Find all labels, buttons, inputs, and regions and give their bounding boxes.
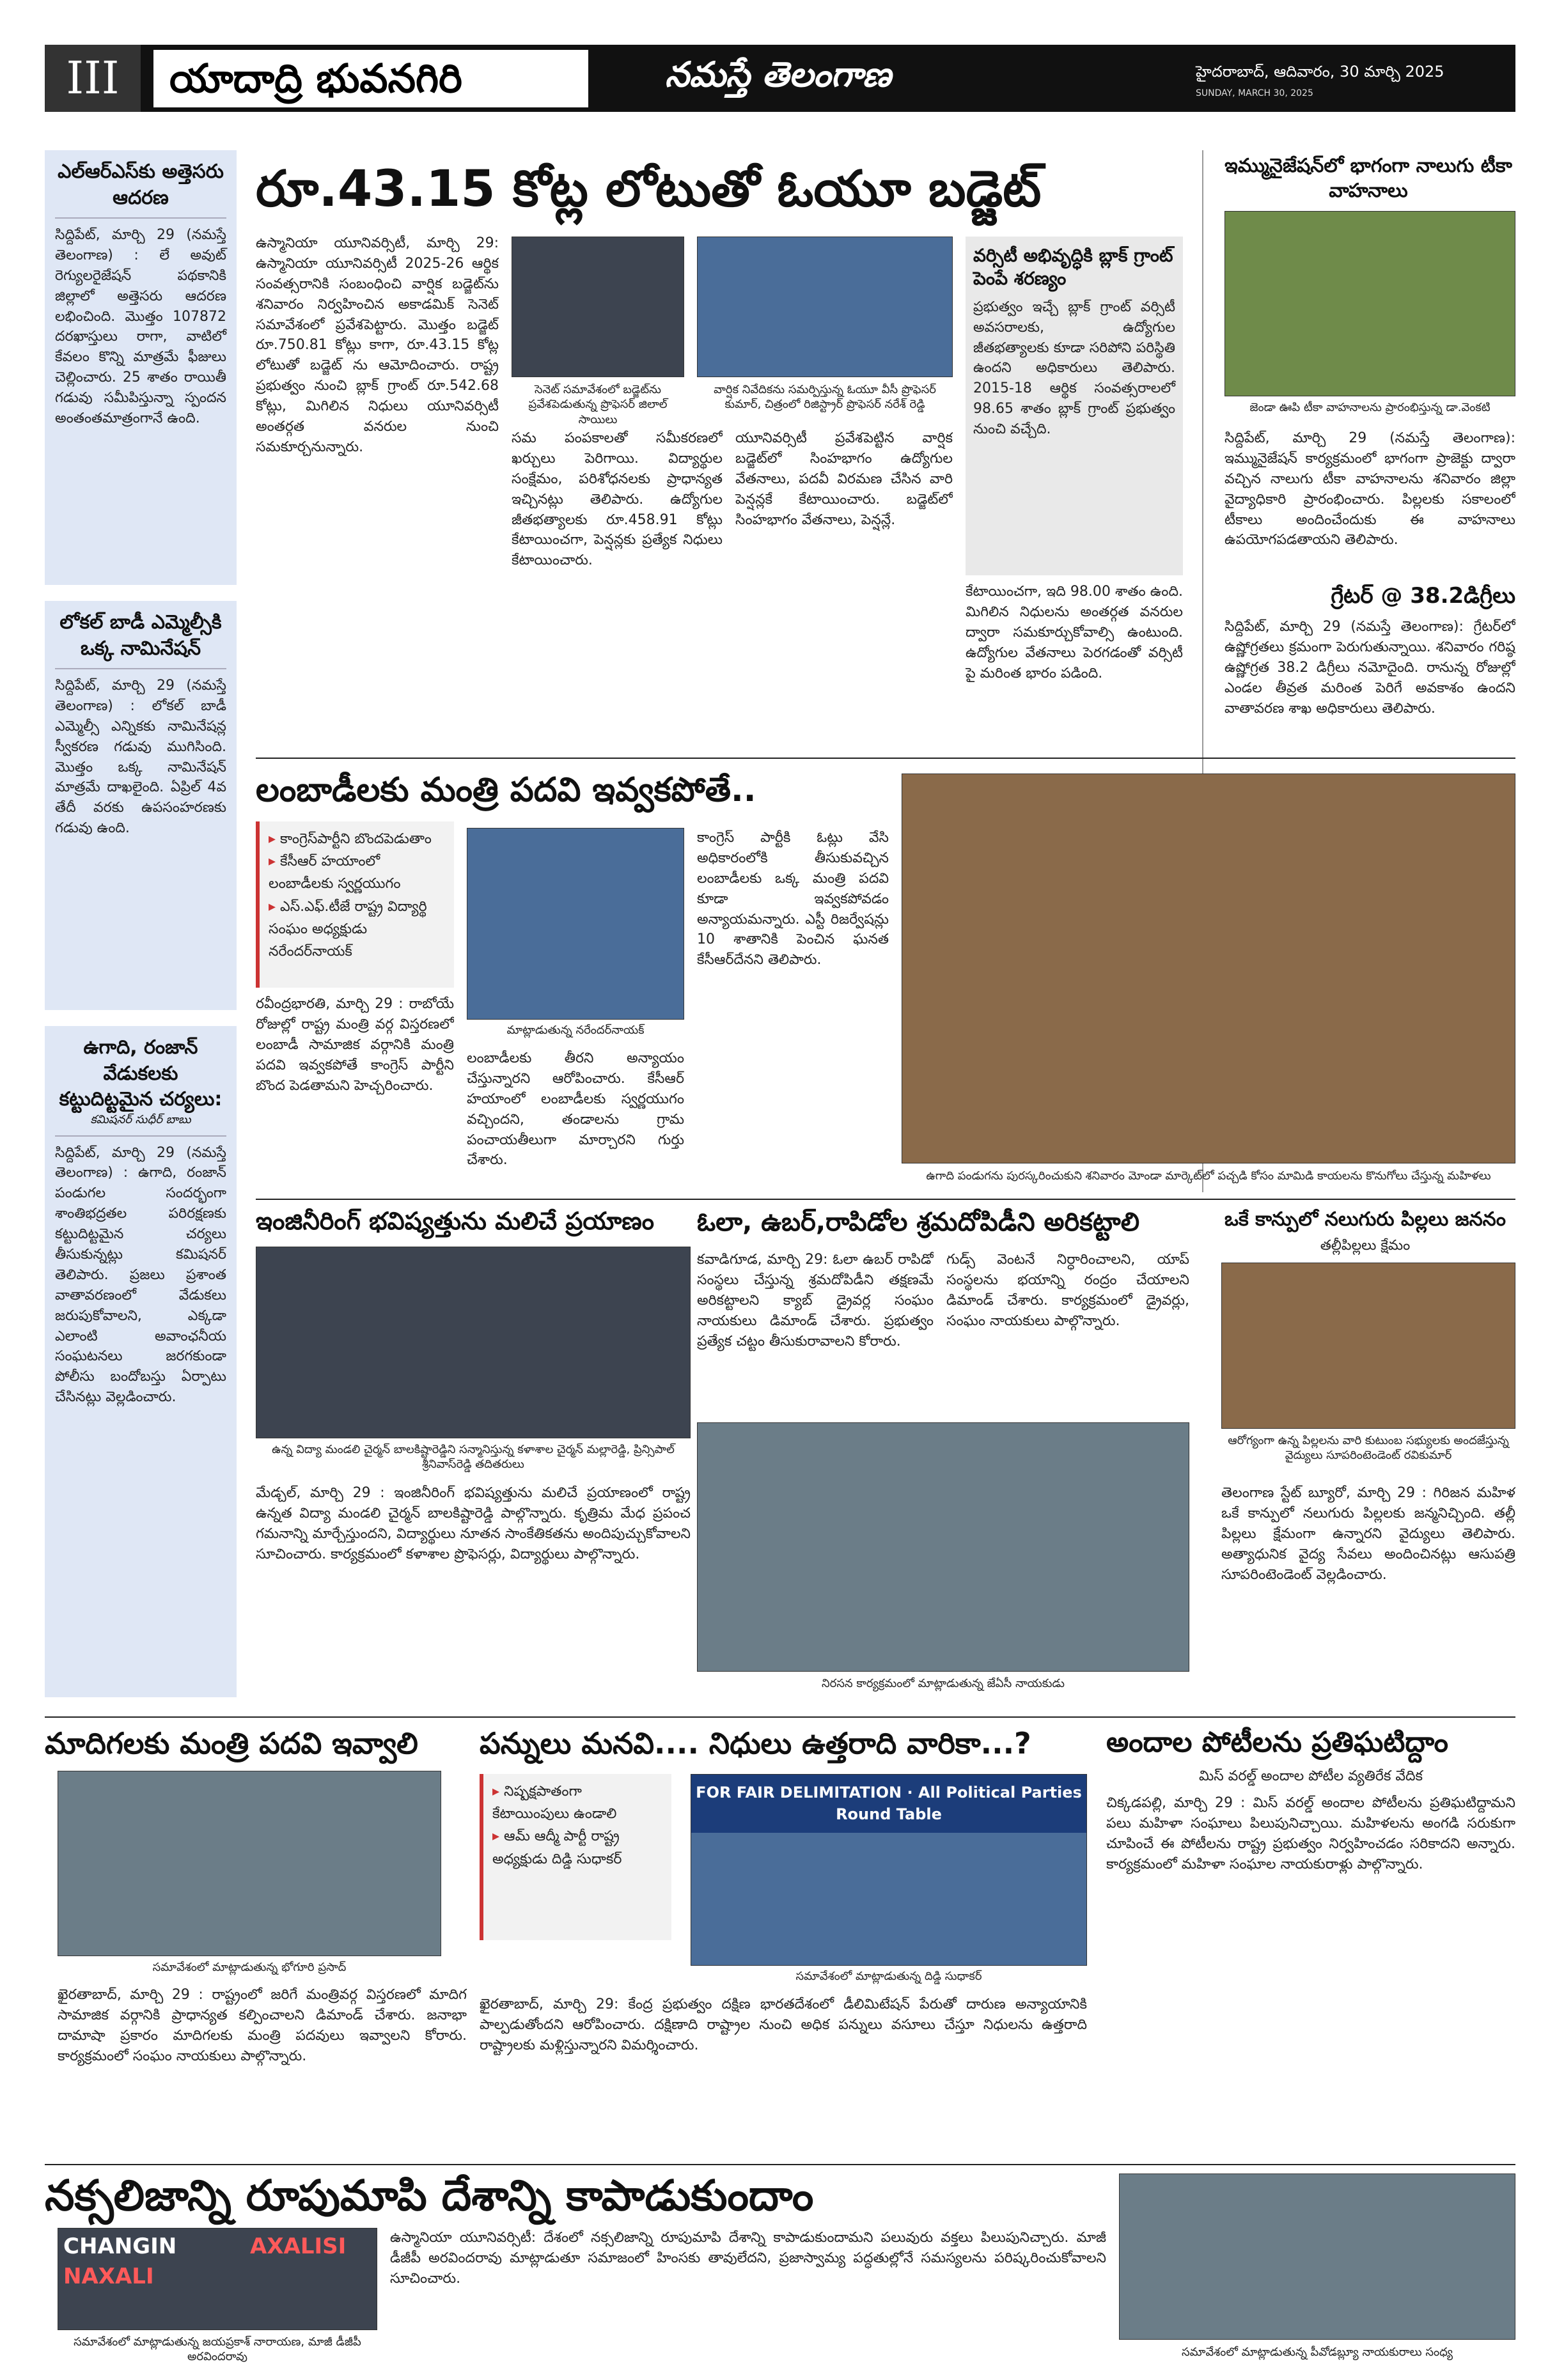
quadruplets-headline: ఒకే కాన్పులో నలుగురు పిల్లలు జననం [1224, 1208, 1506, 1231]
tax-bullets [480, 1774, 671, 1940]
vaccination-photo-caption: జెండా ఊపి టీకా వాహనాలను ప్రారంభిస్తున్న డా.వెంకటి [1249, 401, 1490, 414]
district-title: యాదాద్రి భువనగిరి [153, 50, 588, 107]
mlc-body: సిద్దిపేట్, మార్చి 29 (నమస్తే తెలంగాణ) : లోకల్ బాడీ ఎమ్మెల్సీ ఎన్నికకు నామినేషన్ల స్వీకరణ గడువు ముగిసింది. మొత్తం ఒక్క నామినేషన్ మాత్రమే దాఖలైంది. ఏప్రిల్ 4వ తేదీ వరకు ఉపసంహరణకు గడువు ఉంది. [55, 678, 226, 837]
budget-sidebox [966, 237, 1183, 575]
ola-photo-caption: నిరసన కార్యక్రమంలో మాట్లాడుతున్న జేఏసీ నాయకుడు [822, 1677, 1065, 1690]
left-column-box-mlc [45, 601, 237, 1010]
quadruplets-body: తెలంగాణ స్టేట్ బ్యూరో, మార్చి 29 : గిరిజన మహిళ ఒకే కాన్పులో నలుగురు పిల్లలకు జన్మనిచ్చింది. తల్లీ పిల్లలు క్షేమంగా ఉన్నారని వైద్యులు తెలిపారు. అత్యాధునిక వైద్య సేవలు అందించినట్లు ఆసుపత్రి సూపరింటెండెంట్ వెల్లడించారు. [1221, 1485, 1515, 1583]
left-column-box-lrs [45, 150, 237, 585]
naxal-photo [58, 2228, 377, 2330]
madiga-body: ఖైరతాబాద్, మార్చి 29 : రాష్ట్రంలో జరిగే మంత్రివర్గ విస్తరణలో మాదిగ సామాజిక వర్గానికి ప్రాధాన్యత కల్పించాలని డిమాండ్ చేశారు. జనాభా దామాషా ప్రకారం మాదిగలకు మంత్రి పదవులు ఇవ్వాలని కోరారు. కార్యక్రమంలో సంఘం నాయకులు పాల్గొన్నారు. [58, 1987, 467, 2064]
lambadi-bullet-3: ▸ ఎస్.ఎఫ్.టీజే రాష్ట్ర విద్యార్థి సంఘం అధ్యక్షుడు నరేందర్‌నాయక్ [269, 896, 445, 963]
budget-photo-1-caption: సెనెట్ సమావేశంలో బడ్జెట్‌ను ప్రవేశపెడుతున్న ప్రొఫెసర్ జిలాల్ సాయిలు [528, 383, 668, 426]
quadruplets-subhead: తల్లీపిల్లలు క్షేమం [1320, 1238, 1411, 1254]
naxal-poster-text-2: NAXALI [63, 2264, 154, 2289]
naxal-headline: నక్సలిజాన్ని రూపుమాపి దేశాన్ని కాపాడుకుందాం [45, 2171, 814, 2220]
tax-bullet-1: ▸ నిష్పక్షపాతంగా కేటాయింపులు ఉండాలి [492, 1780, 662, 1825]
budget-tail-body: కేటాయించగా, ఇది 98.00 శాతం ఉంది. మిగిలిన నిధులను అంతర్గత వనరుల ద్వారా సమకూర్చుకోవాల్సి ఉంటుంది. ఉద్యోగుల వేతనాలు పెరగడంతో వర్సిటీ పై మరింత భారం పడింది. [966, 584, 1183, 681]
beauty-body: చిక్కడపల్లి, మార్చి 29 : మిస్ వరల్డ్ అందాల పోటీలను ప్రతిఘటిద్దామని పలు మహిళా సంఘాలు పిలుపునిచ్చాయి. మహిళలను అంగడి సరుకుగా చూపించే ఈ పోటీలను రాష్ట్ర ప్రభుత్వం నిర్వహించడం సరికాదని అన్నారు. కార్యక్రమంలో మహిళా సంఘాల నాయకురాళ్లు పాల్గొన్నారు. [1106, 1795, 1515, 1872]
tax-headline: పన్నులు మనవి.... నిధులు ఉత్తరాది వారికా...? [480, 1726, 1031, 1761]
naxal-poster-text-1: CHANGIN [63, 2234, 177, 2259]
budget-headline: రూ.43.15 కోట్ల లోటుతో ఓయూ బడ్జెట్ [256, 160, 1042, 218]
ola-headline: ఓలా, ఉబర్,రాపిడోల శ్రమదోపిడీని అరికట్టాలి [697, 1208, 1140, 1237]
engineering-body: మేడ్చల్, మార్చి 29 : ఇంజినీరింగ్ భవిష్యత్తును మలిచే ప్రయాణంలో రాష్ట్ర ఉన్నత విద్యా మండలి చైర్మన్ బాలకిష్టారెడ్డి పాల్గొన్నారు. కృత్రిమ మేధ ప్రపంచ గమనాన్ని మార్చేస్తుందని, విద్యార్థులు నూతన సాంకేతికతను అందిపుచ్చుకోవాలని సూచించారు. కార్యక్రమంలో కళాశాల ప్రొఫెసర్లు, విద్యార్థులు పాల్గొన్నారు. [256, 1485, 691, 1562]
engineering-headline: ఇంజినీరింగ్ భవిష్యత్తును మలిచే ప్రయాణం [256, 1207, 655, 1235]
market-photo-caption: ఉగాది పండుగను పురస్కరించుకుని శనివారం మోండా మార్కెట్‌లో పచ్చడి కోసం మామిడి కాయలను కొనుగోలు చేస్తున్న మహిళలు [926, 1169, 1491, 1183]
press-meet-photo-caption: సమావేశంలో మాట్లాడుతున్న పీవోడబ్ల్యూ నాయకురాలు సంధ్య [1182, 2345, 1453, 2359]
left-column-box-ugadi [45, 1026, 237, 1697]
page-number: III [45, 45, 141, 112]
budget-photo-2 [697, 237, 953, 377]
ugadi-headline: ఉగాది, రంజాన్ వేడుకలకు కట్టుదిట్టమైన చర్యలు: [59, 1036, 223, 1110]
newspaper-name: నమస్తే తెలంగాణ [665, 54, 891, 95]
mlc-headline: లోకల్ బాడీ ఎమ్మెల్సీకి ఒక్క నామినేషన్ [59, 611, 222, 660]
budget-body-3: యూనివర్సిటీ ప్రవేశపెట్టిన వార్షిక బడ్జెట్‌లో సింహభాగం ఉద్యోగుల వేతనాలు, పదవీ విరమణ చేసిన వారి పెన్షన్లకే కేటాయించారు. బడ్జెట్‌లో సింహభాగం వేతనాలు, పెన్షన్లే. [735, 430, 953, 528]
budget-sub-body: ప్రభుత్వం ఇచ్చే బ్లాక్ గ్రాంట్ వర్సిటీ అవసరాలకు, ఉద్యోగుల జీతభత్యాలకు కూడా సరిపోని పరిస్థితి ఉందని అధికారులు తెలిపారు. 2015-18 ఆర్థిక సంవత్సరాలలో 98.65 శాతం బ్లాక్ గ్రాంట్ ప్రభుత్వం నుంచి వచ్చేది. [973, 299, 1175, 438]
naxal-poster-text-3: AXALISI [250, 2234, 347, 2259]
quadruplets-photo [1221, 1263, 1515, 1429]
beauty-headline: అందాల పోటీలను ప్రతిఘటిద్దాం [1106, 1726, 1448, 1759]
vaccination-photo [1224, 211, 1515, 396]
lambadi-headline: లంబాడీలకు మంత్రి పదవి ఇవ్వకపోతే.. [256, 771, 756, 809]
naxal-body: ఉస్మానియా యూనివర్సిటీ: దేశంలో నక్సలిజాన్ని రూపుమాపి దేశాన్ని కాపాడుకుందామని పలువురు వక్తలు పిలుపునిచ్చారు. మాజీ డీజీపీ అరవిందరావు మాట్లాడుతూ సమాజంలో హింసకు తావులేదని, ప్రజాస్వామ్య పద్ధతుల్లోనే సమస్యలను పరిష్కరించుకోవాలని సూచించారు. [390, 2230, 1106, 2287]
quadruplets-photo-caption: ఆరోగ్యంగా ఉన్న పిల్లలను వారి కుటుంబ సభ్యులకు అందజేస్తున్న వైద్యులు సూపరింటెండెంట్ రవికుమార్ [1228, 1434, 1509, 1463]
madiga-photo-caption: సమావేశంలో మాట్లాడుతున్న భోగూరి ప్రసాద్ [152, 1961, 347, 1974]
budget-body-1: ఉస్మానియా యూనివర్సిటీ, మార్చి 29: ఉస్మానియా యూనివర్సిటీ 2025-26 ఆర్థిక సంవత్సరానికి సంబంధించి వార్షిక బడ్జెట్‌ను శనివారం నిర్వహించిన అకాడమిక్ సెనెట్ సమావేశంలో ప్రవేశపెట్టారు. మొత్తం బడ్జెట్ రూ.750.81 కోట్లు కాగా, రూ.43.15 కోట్ల లోటుతో బడ్జెట్ ను ఆమోదించారు. రాష్ట్ర ప్రభుత్వం నుంచి బ్లాక్ గ్రాంట్ రూ.542.68 కోట్లు, మిగిలిన నిధులు యూనివర్సిటీ అంతర్గత వనరుల నుంచి సమకూర్చనున్నారు. [256, 235, 499, 455]
beauty-subhead: మిస్ వరల్డ్ అందాల పోటీల వ్యతిరేక వేదిక [1198, 1768, 1423, 1784]
lambadi-bullets [256, 821, 454, 988]
weather-body: సిద్దిపేట్, మార్చి 29 (నమస్తే తెలంగాణ): గ్రేటర్‌లో ఉష్ణోగ్రతలు క్రమంగా పెరుగుతున్నాయి. శనివారం గరిష్ఠ ఉష్ణోగ్రత 38.2 డిగ్రీలు నమోదైంది. రానున్న రోజుల్లో ఎండల తీవ్రత మరింత పెరిగే అవకాశం ఉందని వాతావరణ శాఖ అధికారులు తెలిపారు. [1224, 619, 1515, 717]
vaccination-headline: ఇమ్మునైజేషన్‌లో భాగంగా నాలుగు టీకా వాహనాలు [1224, 155, 1512, 202]
lambadi-bullet-1: ▸ కాంగ్రెస్‌పార్టీని బొందపెడుతాం [269, 828, 445, 850]
budget-photo-2-caption: వార్షిక నివేదికను సమర్పిస్తున్న ఓయూ వీసీ ప్రొఫెసర్ కుమార్, చిత్రంలో రిజిస్ట్రార్ ప్రొఫెసర్ నరేశ్ రెడ్డి [714, 383, 936, 412]
engineering-photo [256, 1247, 691, 1438]
section-divider [256, 758, 1515, 759]
tax-photo-caption: సమావేశంలో మాట్లాడుతున్న దిడ్డి సుధాకర్ [795, 1970, 982, 1983]
engineering-photo-caption: ఉన్న విద్యా మండలి చైర్మన్ బాలకిష్టారెడ్డిని సన్మానిస్తున్న కళాశాల చైర్మన్ మల్లారెడ్డి, ప్రిన్సిపాల్ శ్రీనివాస్‌రెడ్డి తదితరులు [272, 1443, 675, 1472]
tax-body: ఖైరతాబాద్, మార్చి 29: కేంద్ర ప్రభుత్వం దక్షిణ భారతదేశంలో డీలిమిటేషన్ పేరుతో దారుణ అన్యాయానికి పాల్పడుతోందని ఆరోపించారు. దక్షిణాది రాష్ట్రాల నుంచి అధిక పన్నులు వసూలు చేస్తూ నిధులను ఉత్తరాది రాష్ట్రాలకు మళ్లిస్తున్నారని విమర్శించారు. [480, 1996, 1087, 2053]
lambadi-photo-caption: మాట్లాడుతున్న నరేందర్‌నాయక్ [506, 1023, 645, 1037]
date-english: SUNDAY, MARCH 30, 2025 [1196, 88, 1313, 98]
section-divider [45, 1716, 1515, 1718]
lambadi-body-3: కాంగ్రెస్ పార్టీకి ఓట్లు వేసి అధికారంలోకి తీసుకువచ్చిన లంబాడీలకు ఒక్క మంత్రి పదవి కూడా ఇవ్వకపోవడం అన్యాయమన్నారు. ఎస్టీ రిజర్వేషన్లు 10 శాతానికి పెంచిన ఘనత కేసీఆర్‌దేనని తెలిపారు. [697, 830, 889, 968]
ugadi-subtitle: కమిషనర్ సుధీర్ బాబు [90, 1112, 191, 1126]
market-photo [902, 774, 1515, 1163]
budget-sub-headline: వర్సిటీ అభివృద్ధికి బ్లాక్ గ్రాంట్ పెంపే శరణ్యం [973, 245, 1173, 290]
naxal-photo-caption: సమావేశంలో మాట్లాడుతున్న జయప్రకాశ్ నారాయణ, మాజీ డీజీపీ అరవిందరావు [74, 2335, 361, 2364]
tax-banner: FOR FAIR DELIMITATION · All Political Parties Round Table [691, 1775, 1086, 1833]
lrs-headline: ఎల్‌ఆర్‌ఎస్‌కు అత్తెసరు ఆదరణ [58, 160, 224, 209]
press-meet-photo [1119, 2174, 1515, 2340]
ola-body-1: కవాడిగూడ, మార్చి 29: ఓలా ఉబర్ రాపిడో సంస్థలు చేస్తున్న శ్రమదోపిడీని తక్షణమే అరికట్టాలని క్యాబ్ డ్రైవర్ల సంఘం నాయకులు డిమాండ్ చేశారు. ప్రభుత్వం ప్రత్యేక చట్టం తీసుకురావాలని కోరారు. [697, 1252, 934, 1349]
lambadi-body-1: రవీంద్రభారతి, మార్చి 29 : రాబోయే రోజుల్లో రాష్ట్ర మంత్రి వర్గ విస్తరణలో లంబాడీ సామాజిక వర్గానికి మంత్రి పదవి ఇవ్వకపోతే కాంగ్రెస్ పార్టీని బొంద పెడతామని హెచ్చరించారు. [256, 996, 454, 1094]
ola-photo [697, 1422, 1189, 1672]
ugadi-body: సిద్దిపేట్, మార్చి 29 (నమస్తే తెలంగాణ) : ఉగాది, రంజాన్ పండుగల సందర్భంగా శాంతిభద్రతల పరిరక్షణకు కట్టుదిట్టమైన చర్యలు తీసుకున్నట్లు కమిషనర్ తెలిపారు. ప్రజలు ప్రశాంత వాతావరణంలో వేడుకలు జరుపుకోవాలని, ఎక్కడా ఎలాంటి అవాంఛనీయ సంఘటనలు జరగకుండా పోలీసు బందోబస్తు ఏర్పాటు చేసినట్లు వెల్లడించారు. [55, 1144, 226, 1406]
weather-headline: గ్రేటర్ @ 38.2డిగ్రీలు [1331, 583, 1515, 609]
ola-body-2: గుడ్స్ వెంటనే నిర్ధారించాలని, యాప్ సంస్థలను భయాన్ని రంద్రం చేయాలని డిమాండ్ చేశారు. కార్యక్రమంలో డ్రైవర్లు, సంఘం నాయకులు పాల్గొన్నారు. [946, 1252, 1189, 1329]
budget-photo-1 [512, 237, 684, 377]
section-divider [45, 2164, 1515, 2165]
madiga-photo [58, 1771, 441, 1956]
lambadi-body-2: లంబాడీలకు తీరని అన్యాయం చేస్తున్నారని ఆరోపించారు. కేసీఆర్ హయాంలో లంబాడీలకు స్వర్ణయుగం వచ్చిందని, తండాలను గ్రామ పంచాయతీలుగా మార్చారని గుర్తు చేశారు. [467, 1050, 684, 1169]
madiga-headline: మాదిగలకు మంత్రి పదవి ఇవ్వాలి [45, 1726, 418, 1761]
lambadi-photo [467, 828, 684, 1020]
vaccination-body: సిద్దిపేట్, మార్చి 29 (నమస్తే తెలంగాణ): ఇమ్మునైజేషన్ కార్యక్రమంలో భాగంగా ప్రాజెక్టు ద్వారా వచ్చిన నాలుగు టీకా వాహనాలను శనివారం జిల్లా వైద్యాధికారి ప్రారంభించారు. పిల్లలకు సకాలంలో టీకాలు అందించేందుకు ఈ వాహనాలు ఉపయోగపడతాయని తెలిపారు. [1224, 430, 1515, 548]
section-divider [256, 1199, 1515, 1200]
lrs-body: సిద్దిపేట్, మార్చి 29 (నమస్తే తెలంగాణ) : లే అవుట్ రెగ్యులరైజేషన్ పథకానికి జిల్లాలో అత్తెసరు ఆదరణ లభించింది. మొత్తం 107872 దరఖాస్తులు రాగా, వాటిలో కేవలం కొన్ని మాత్రమే ఫీజులు చెల్లించారు. 25 శాతం రాయితీ గడువు సమీపిస్తున్నా స్పందన అంతంతమాత్రంగానే ఉంది. [55, 227, 226, 427]
budget-body-2: సమ పంపకాలతో సమీకరణలో ఖర్చులు పెరిగాయి. విద్యార్థుల సంక్షేమం, పరిశోధనలకు ప్రాధాన్యత ఇచ్చినట్లు తెలిపారు. ఉద్యోగుల జీతభత్యాలకు రూ.458.91 కోట్లు కేటాయించగా, పెన్షన్లకు ప్రత్యేక నిధులు కేటాయించారు. [512, 430, 723, 569]
tax-bullet-2: ▸ ఆమ్ ఆద్మీ పార్టీ రాష్ట్ర అధ్యక్షుడు దిడ్డి సుధాకర్ [492, 1825, 662, 1870]
tax-photo [691, 1774, 1087, 1966]
date-telugu: హైదరాబాద్, ఆదివారం, 30 మార్చి 2025 [1196, 63, 1444, 81]
lambadi-bullet-2: ▸ కేసీఆర్ హయాంలో లంబాడీలకు స్వర్ణయుగం [269, 850, 445, 895]
